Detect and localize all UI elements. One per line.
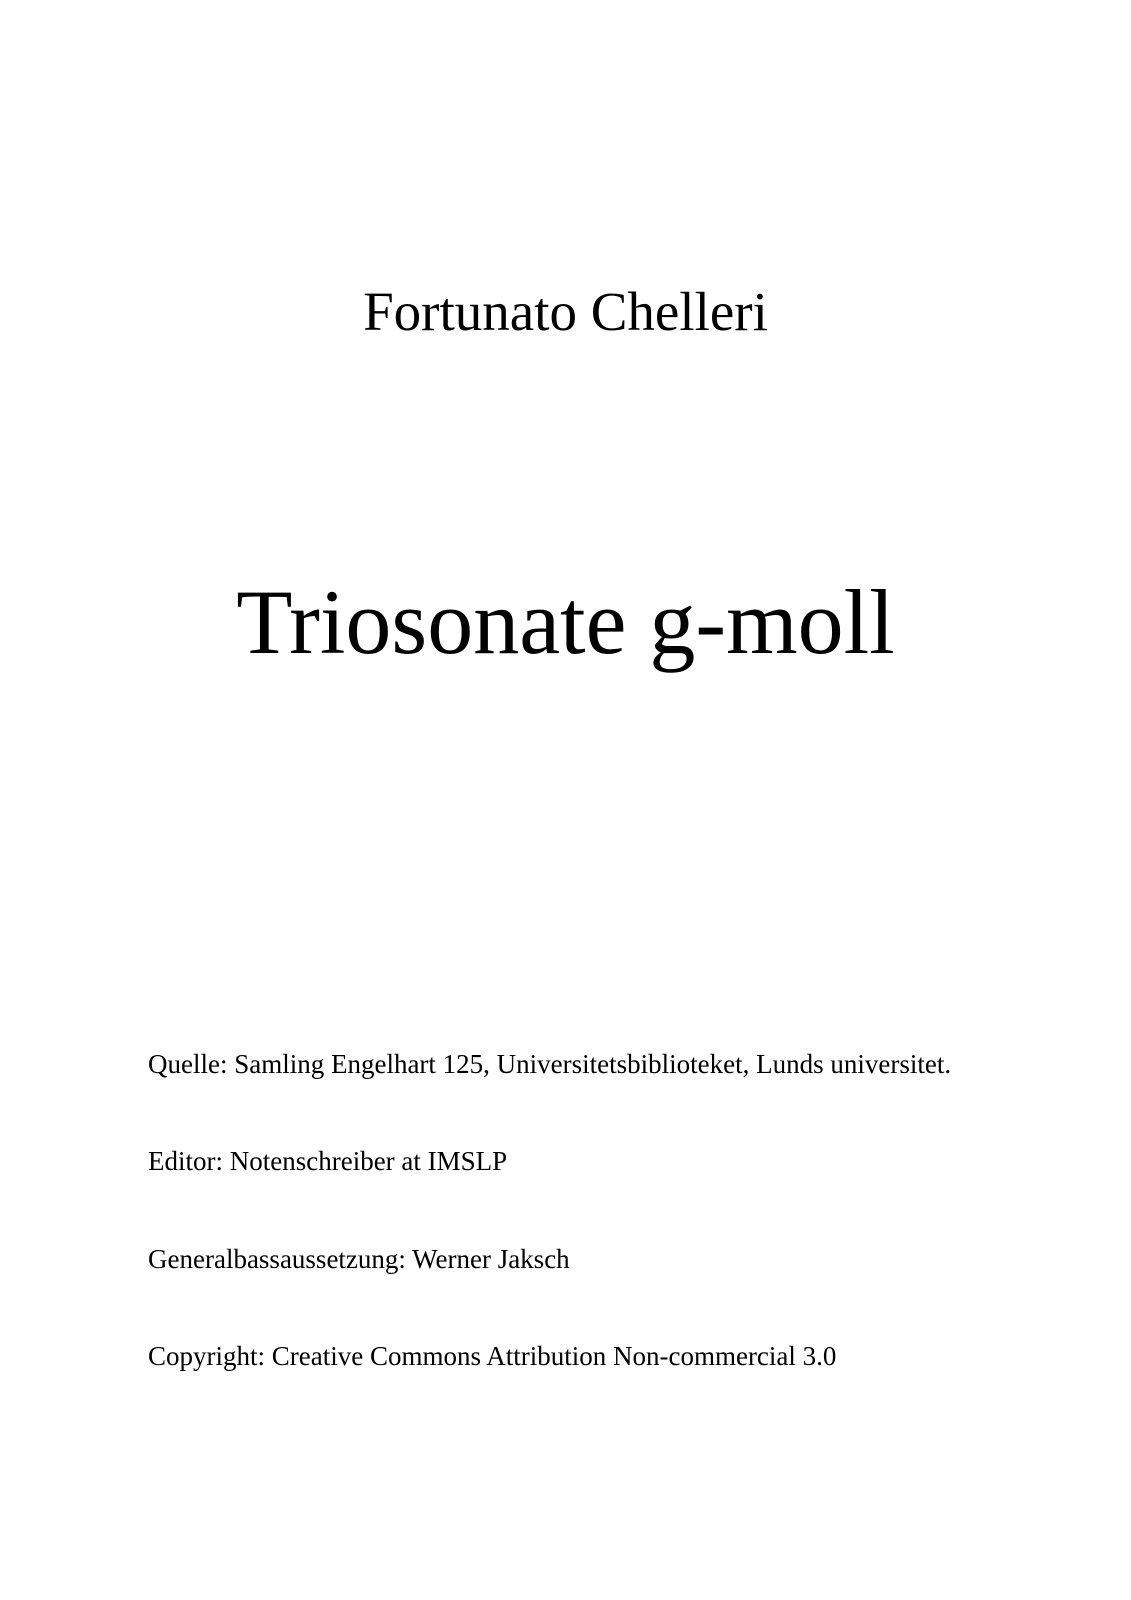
continuo-line: Generalbassaussetzung: Werner Jaksch [148,1244,570,1274]
work-title: Triosonate g-moll [236,571,895,673]
copyright-line: Copyright: Creative Commons Attribution Non-commercial 3.0 [148,1341,837,1371]
source-line: Quelle: Samling Engelhart 125, Universitetsbiblioteket, Lunds universitet. [148,1049,952,1079]
composer-name: Fortunato Chelleri [363,281,768,342]
editor-line: Editor: Notenschreiber at IMSLP [148,1146,508,1176]
